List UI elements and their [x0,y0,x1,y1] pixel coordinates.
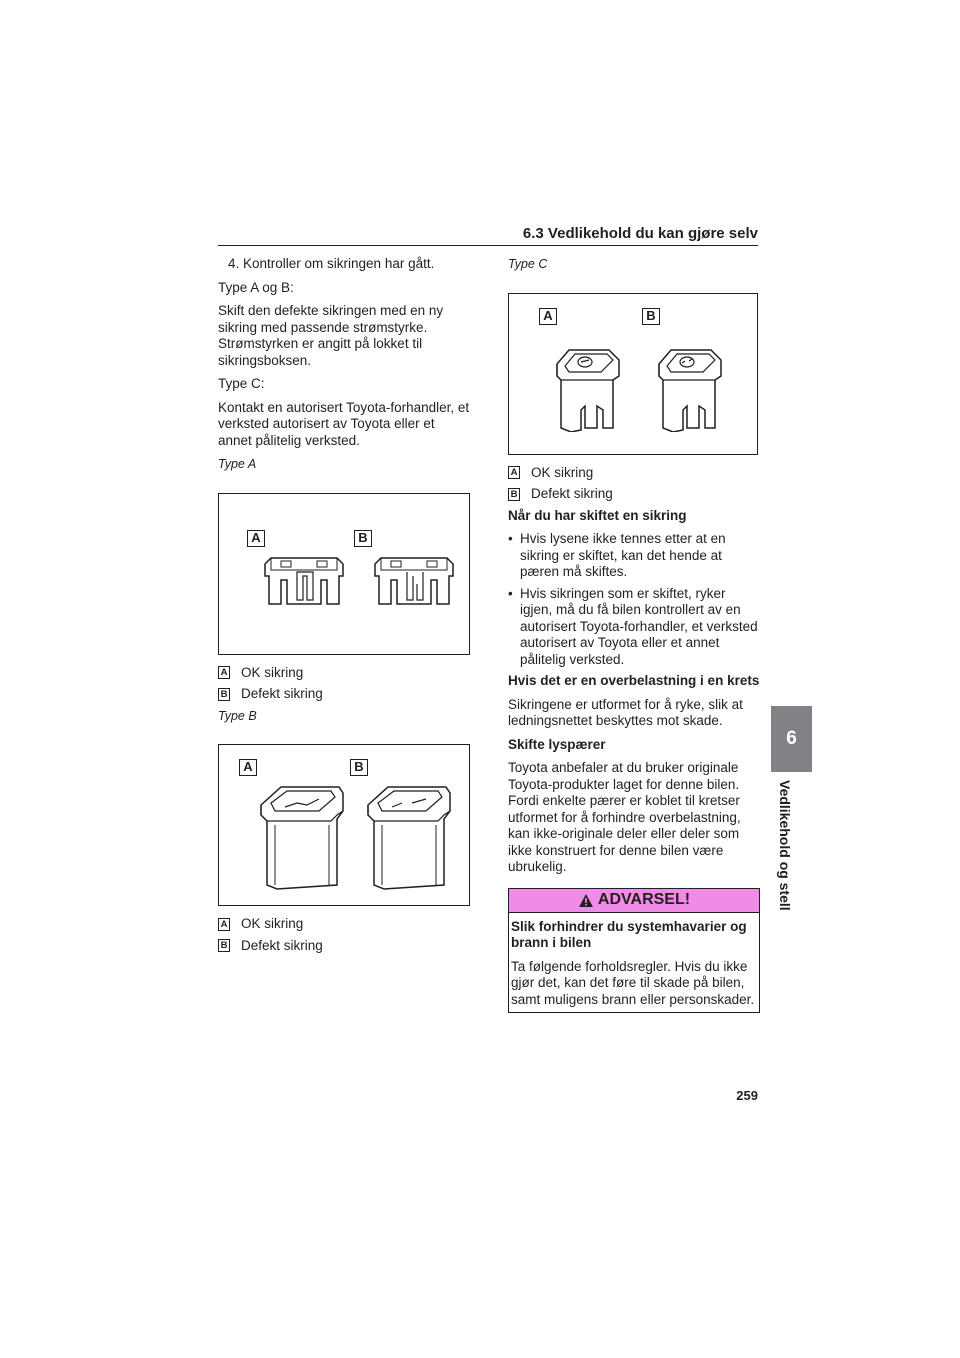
legend-a-key: A [218,666,230,679]
legend-b-text: Defekt sikring [241,686,323,701]
type-ab-label: Type A og B: [218,279,294,295]
legend-b [508,486,760,503]
jcase-fuse-defect-illustration [653,346,727,432]
type-c-caption: Type C [508,257,548,271]
warning-heading: Slik forhindrer du systemhavarier og brann i bilen [511,918,747,950]
legend-a [218,665,470,682]
legend-a-text: OK sikring [241,916,304,931]
warning-text: Ta følgende forholdsregler. Hvis du ikke gjør det, kan det føre til skade på bilen, samt muligens brann eller personskader. [511,958,755,1007]
figure-type-a [218,493,470,655]
type-ab-text: Skift den defekte sikringen med en ny sikring med passende strømstyrke. Strømstyrken er angitt på lokket til sikringsboksen. [218,303,444,368]
legend-a [508,465,760,482]
figure-label-a: A [247,530,265,547]
legend-a-key: A [508,466,520,479]
legend-b-text: Defekt sikring [241,937,323,953]
overload-text: Sikringene er utformet for å ryke, slik at ledningsnettet beskyttes mot skade. [508,696,743,728]
warning-body [509,913,759,1013]
chapter-title: Vedlikehold og stell [777,780,793,911]
overload-heading: Hvis det er en overbelastning i en krets [508,673,760,688]
warning-title: ADVARSEL! [597,890,691,908]
legend-b-key: B [218,939,230,952]
figure-label-b: B [350,759,368,776]
list-item: • Hvis sikringen som er skiftet, ryker igjen, må du få bilen kontrollert av en autorisert Toyota-forhandler, et verksted autorisert av Toyota eller et annet pålitelig verksted. [508,586,760,669]
list-item: • Hvis lysene ikke tennes etter at en sikring er skiftet, kan det hende at pæren må skiftes. [508,531,760,581]
type-a-caption: Type A [218,457,257,471]
warning-box [508,888,760,1014]
legend-b [218,686,470,703]
after-replace-list [508,531,760,668]
legend-b-key: B [508,488,520,501]
figure-type-b [218,744,470,906]
figure-type-c [508,293,758,455]
figure-label-a: A [539,308,557,325]
page-header: 6.3 Vedlikehold du kan gjøre selv [218,224,758,246]
bulb-heading: Skifte lyspærer [508,736,606,752]
chapter-tab: 6 [771,706,812,772]
legend-a-key: A [218,918,230,931]
type-c-label: Type C: [218,376,265,391]
right-column [508,256,760,1013]
legend-a [218,916,470,933]
chapter-title-vertical [774,780,796,911]
step-4: 4. Kontroller om sikringen har gått. [228,256,435,271]
legend-b [218,938,470,955]
type-b-caption: Type B [218,708,257,723]
cartridge-fuse-defect-illustration [364,781,454,897]
page-number: 259 [736,1088,758,1103]
blade-fuse-ok-illustration [259,554,349,618]
legend-a-text: OK sikring [531,464,594,480]
legend-b-text: Defekt sikring [531,486,613,501]
figure-label-b: B [354,530,372,547]
cartridge-fuse-ok-illustration [257,781,347,897]
figure-label-b: B [642,308,660,325]
left-column [218,256,470,959]
type-c-text: Kontakt en autorisert Toyota-forhandler, et verksted autorisert av Toyota eller et annet pålitelig verksted. [218,399,470,448]
jcase-fuse-ok-illustration [551,346,625,432]
figure-label-a: A [239,759,257,776]
legend-a-text: OK sikring [241,664,304,680]
after-replace-heading: Når du har skiftet en sikring [508,507,687,523]
bulb-text: Toyota anbefaler at du bruker originale Toyota-produkter laget for denne bilen. Fordi enkelte pærer er koblet til kretser utformet for å forhindre overbelastning, kan ikke-originale deler eller deler som ikke konstruert for denne bilen være ubrukelig. [508,760,741,874]
warning-header [509,889,759,913]
legend-b-key: B [218,688,230,701]
blade-fuse-defect-illustration [369,554,459,618]
warning-icon [578,893,594,908]
